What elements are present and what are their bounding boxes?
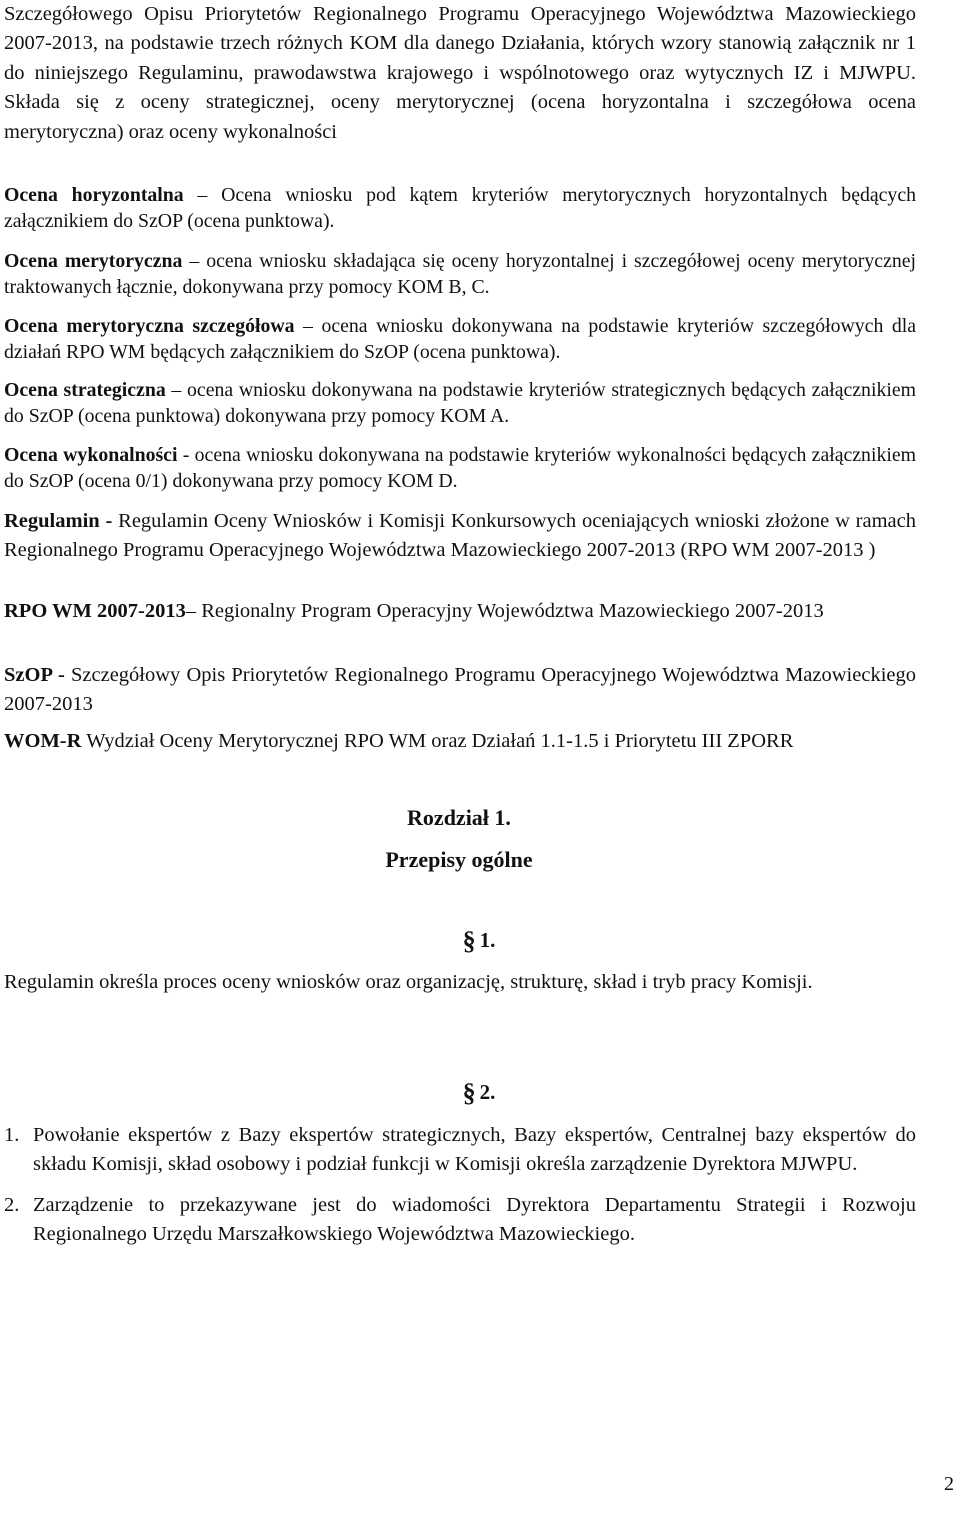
section-number: 2. — [479, 1080, 496, 1104]
definition-strategic — [4, 378, 916, 429]
def-term: Ocena wykonalności — [4, 444, 178, 466]
chapter-number: Rozdział 1. — [407, 805, 511, 830]
def-text: – ocena wniosku dokonywana na podstawie kryteriów strategicznych będących załącznikiem do SzOP (ocena punktowa) dokonywana przy pomocy KOM A. — [4, 379, 916, 427]
def-text: – ocena wniosku dokonywana na podstawie kryteriów szczegółowych dla działań RPO WM będących załącznikiem do SzOP (ocena punktowa). — [4, 315, 917, 363]
def-text: Wydział Oceny Merytorycznej RPO WM oraz Działań 1.1-1.5 i Priorytetu III ZPORR — [81, 730, 794, 752]
section-sign-icon: § — [462, 1078, 476, 1107]
definition-wom — [4, 727, 916, 756]
def-term: Ocena merytoryczna — [4, 250, 183, 272]
section-1-text: Regulamin określa proces oceny wniosków oraz organizację, strukturę, skład i tryb pracy Komisji. — [4, 971, 813, 993]
definition-horizontal — [4, 183, 916, 234]
def-text: – Ocena wniosku pod kątem kryteriów merytorycznych horyzontalnych będących załącznikiem do SzOP (ocena punktowa). — [4, 184, 916, 232]
list-item-text: Zarządzenie to przekazywane jest do wiadomości Dyrektora Departamentu Strategii i Rozwoju Regionalnego Urzędu Marszałkowskiego Województwa Mazowieckiego. — [33, 1193, 916, 1246]
def-term: Ocena strategiczna — [4, 379, 166, 401]
def-text: Regulamin Oceny Wniosków i Komisji Konkursowych oceniających wnioski złożone w ramach Regionalnego Programu Operacyjnego Województwa Mazowieckiego 2007-2013 (RPO WM 2007-2013 ) — [4, 510, 917, 562]
section-heading-2 — [20, 1078, 938, 1108]
def-term: RPO WM 2007-2013 — [4, 600, 186, 622]
def-term: Regulamin - — [4, 510, 113, 532]
list-item — [4, 1121, 916, 1180]
def-term: WOM-R — [4, 730, 82, 752]
definition-szop — [4, 661, 916, 720]
def-term: Ocena merytoryczna szczegółowa — [4, 315, 295, 337]
chapter-title: Przepisy ogólne — [385, 847, 533, 872]
section-heading-1 — [20, 926, 938, 956]
section-sign-icon: § — [462, 926, 476, 955]
def-text: – ocena wniosku składająca się oceny horyzontalnej i szczegółowej oceny merytorycznej traktowanych łącznie, dokonywana przy pomocy KOM B, C. — [4, 250, 917, 298]
section-1-body — [4, 968, 916, 997]
definition-merit-detailed — [4, 314, 916, 365]
list-item-number: 2. — [4, 1193, 20, 1216]
list-item-text: Powołanie ekspertów z Bazy ekspertów strategicznych, Bazy ekspertów, Centralnej bazy ekspertów do składu Komisji, skład osobowy i podział funkcji w Komisji określa zarządzenie Dyrektora MJWPU. — [33, 1124, 916, 1176]
intro-text: Szczegółowego Opisu Priorytetów Regionalnego Programu Operacyjnego Województwa Mazowieckiego 2007-2013, na podstawie trzech różnych KOM dla danego Działania, których wzory stanowią załącznik nr 1 do niniejszego Regulaminu, prawodawstwa krajowego i wspólnotowego oraz wytycznych IZ i MJWPU. Składa się z oceny strategicznej, oceny merytorycznej (ocena horyzontalna i szczegółowa ocena merytoryczna) oraz oceny wykonalności — [4, 3, 916, 143]
def-text: - ocena wniosku dokonywana na podstawie kryteriów wykonalności będących załącznikiem do SzOP (ocena 0/1) dokonywana przy pomocy KOM D. — [4, 444, 916, 492]
definition-merit — [4, 249, 916, 300]
section-number: 1. — [479, 928, 496, 952]
def-text: Szczegółowy Opis Priorytetów Regionalnego Programu Operacyjnego Województwa Mazowieckiego 2007-2013 — [4, 664, 916, 716]
intro-paragraph — [4, 0, 916, 147]
page-number: 2 — [944, 1473, 954, 1495]
definition-regulamin — [4, 507, 916, 566]
def-term: SzOP - — [4, 664, 65, 686]
section-2-list — [4, 1121, 916, 1250]
list-item — [4, 1191, 916, 1250]
def-text: – Regionalny Program Operacyjny Województwa Mazowieckiego 2007-2013 — [185, 600, 824, 622]
definition-rpo — [4, 597, 916, 626]
list-item-number: 1. — [4, 1124, 20, 1146]
definition-feasibility — [4, 443, 916, 494]
def-term: Ocena horyzontalna — [4, 184, 184, 206]
